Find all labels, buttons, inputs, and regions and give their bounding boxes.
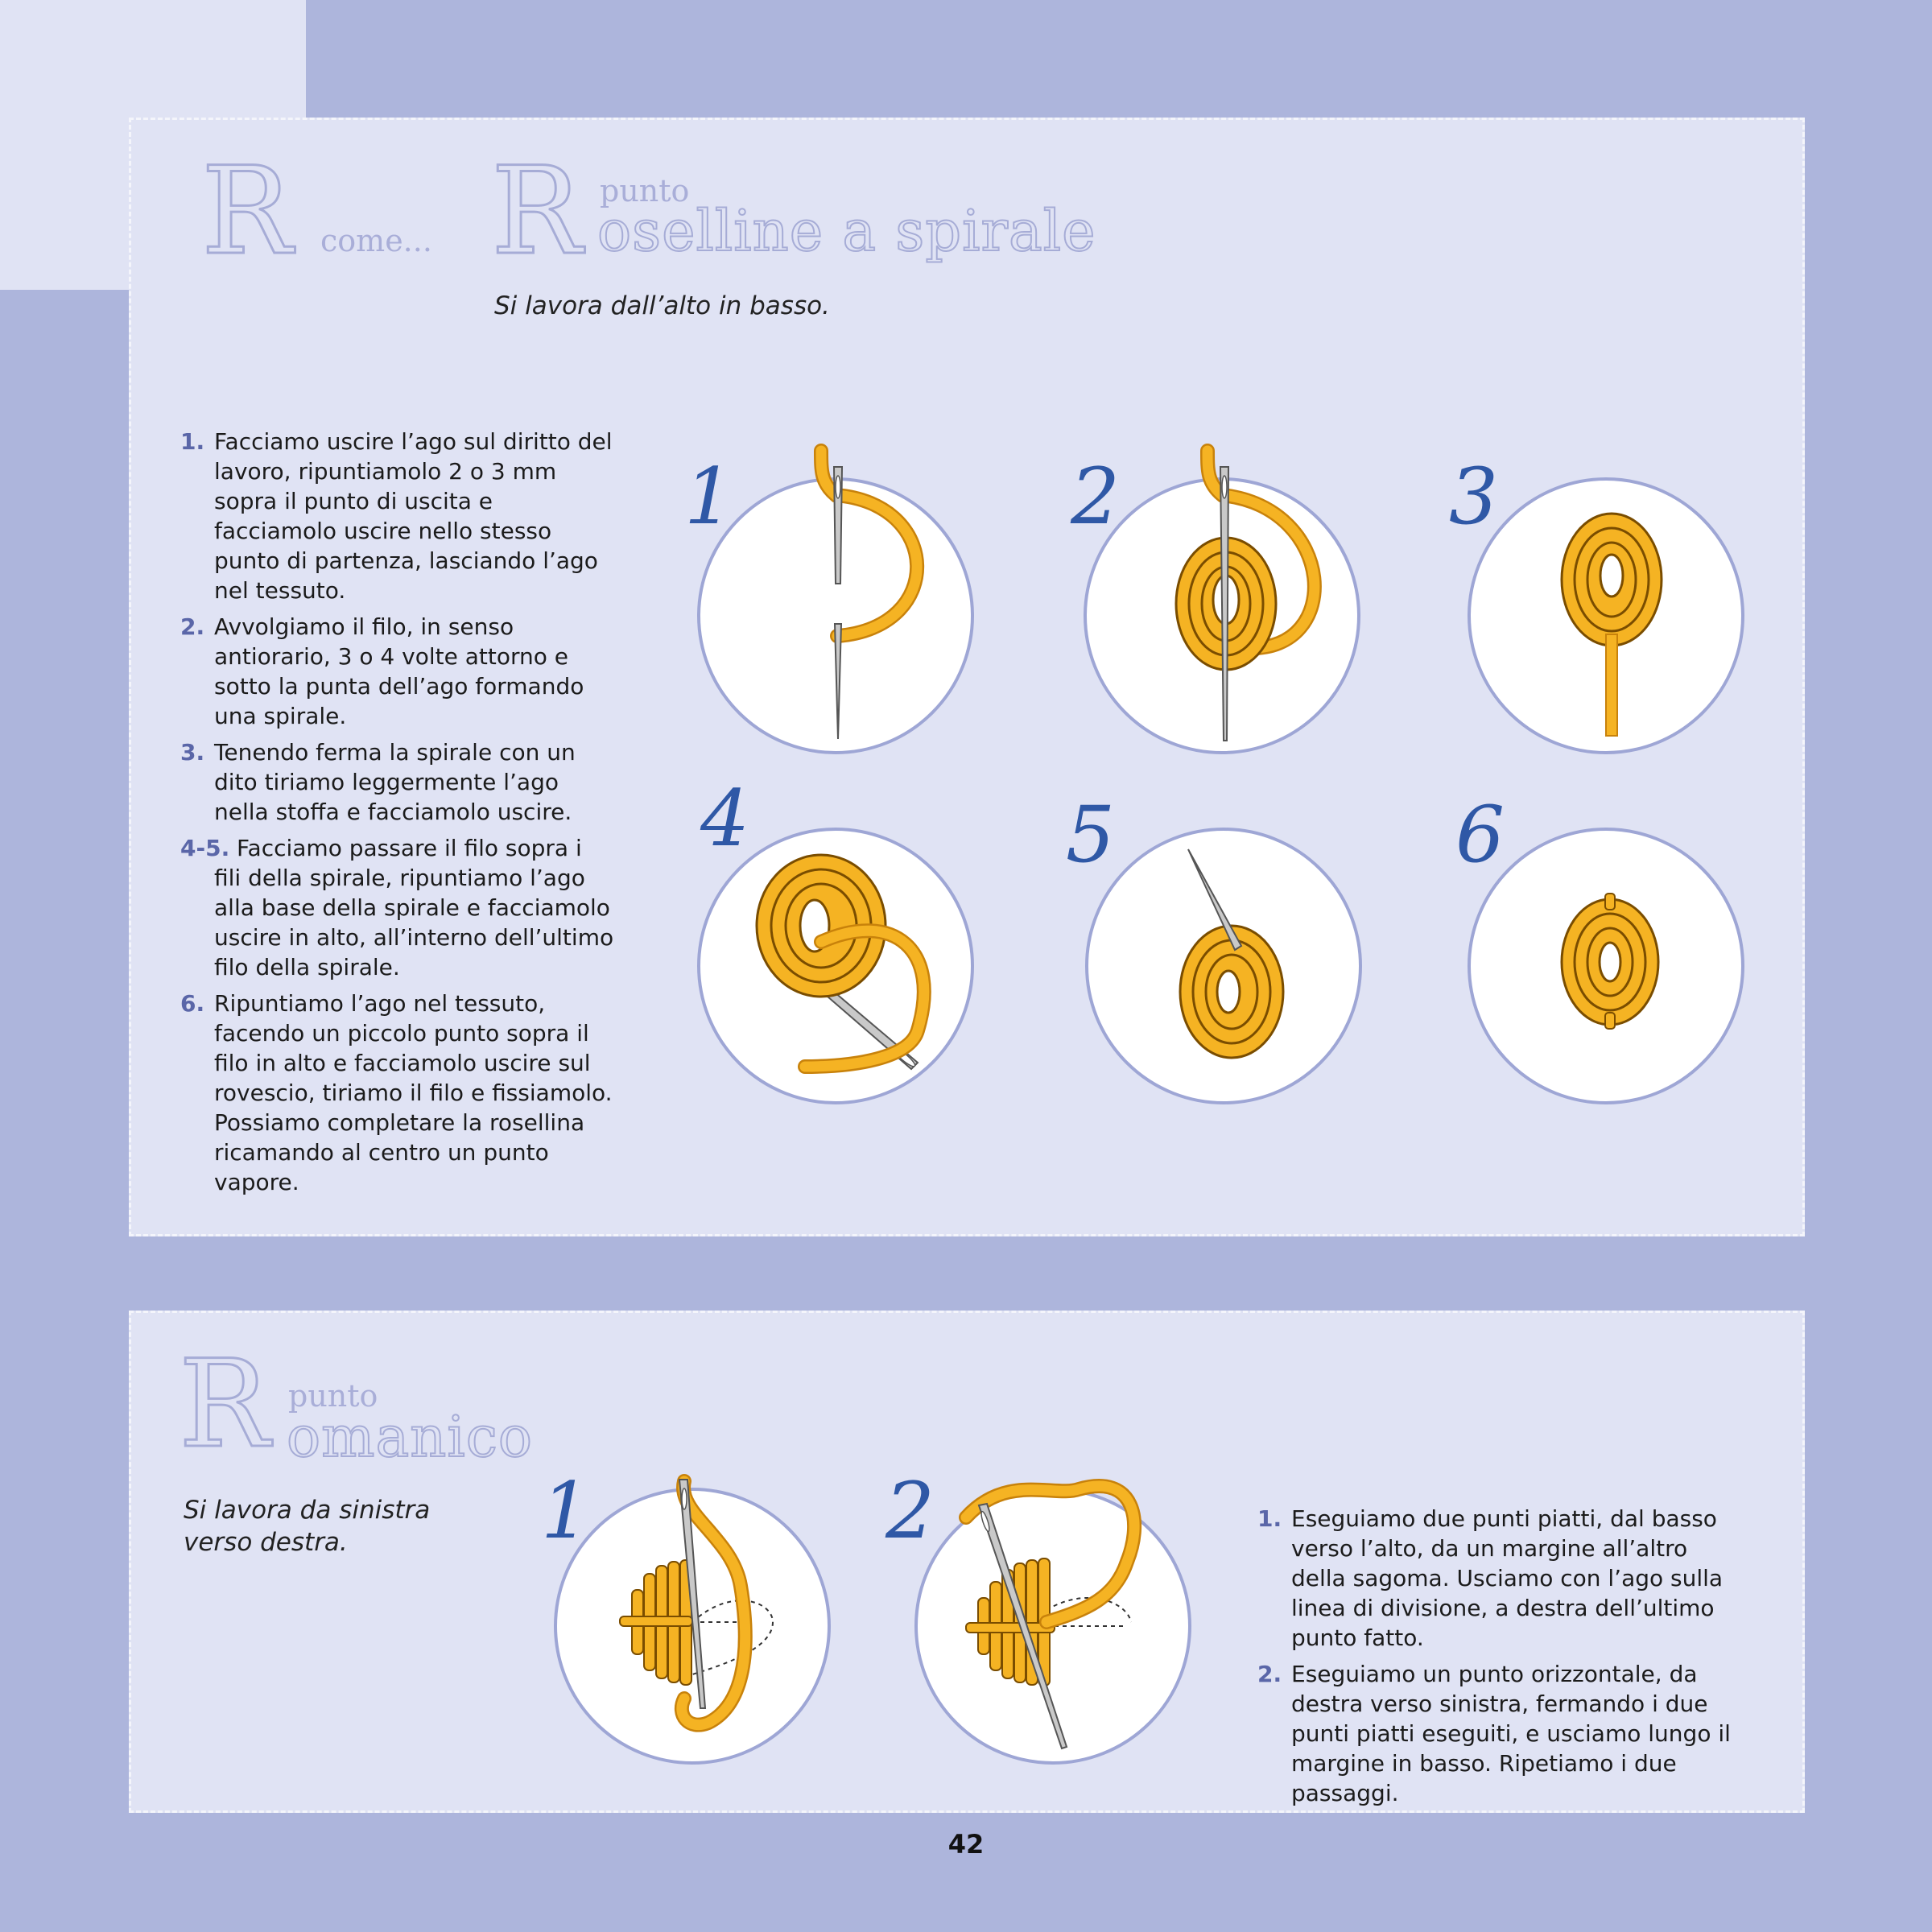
step-text: Facciamo uscire l’ago sul diritto del lavoro, ripuntiamolo 2 o 3 mm sopra il punto di uscita e facciamolo uscire nello stesso punto di partenza, lasciando l’ago nel tessuto. [214,428,613,604]
figure-step-3 [1441,435,1747,760]
step-text: Avvolgiamo il filo, in senso antiorario, 3 o 4 volte attorno e sotto la punta dell’ago formando una spirale. [214,613,584,729]
subtitle: Si lavora da sinistra verso destra. [184,1496,431,1557]
step-text: Ripuntiamo l’ago nel tessuto, facendo un piccolo punto sopra il filo in alto e facciamolo uscire sul rovescio, tiriamo il filo e fissiamolo. Possiamo completare la rosellina ricamando al centro un punto vapore. [214,990,613,1195]
heading-big-letter: R [201,142,292,282]
step-text: Tenendo ferma la spirale con un dito tiriamo leggermente l’ago nella stoffa e facciamolo uscire. [214,739,576,825]
figure-step-6 [1441,781,1747,1106]
figure-step-4 [676,774,982,1106]
step-text: Eseguiamo un punto orizzontale, da destra verso sinistra, fermando i due punti piatti eseguiti, e usciamo lungo il margine in basso. Ripetiamo i due passaggi. [1291,1661,1731,1806]
figure-number: 1 [541,1466,591,1556]
figure-step-2 [1063,435,1368,760]
heading-come-word: come... [320,223,432,258]
spiral-icon [1180,926,1283,1058]
title-small-word: punto [600,173,690,208]
instruction-item [1257,1504,1740,1653]
step-text: Eseguiamo due punti piatti, dal basso verso l’alto, da un margine all’altro della sagoma. Usciamo con l’ago sulla linea di divisione, a destra dell’ultimo punto fatto. [1291,1505,1724,1651]
step-number: 2. [180,613,205,640]
instruction-item [180,833,615,982]
title-big-letter: R [491,142,582,282]
figure-step-1 [676,435,982,760]
instruction-item [1257,1659,1740,1808]
instruction-item [180,427,615,605]
instruction-list [180,427,615,1203]
step-number: 1. [1257,1505,1282,1532]
step-number: 3. [180,739,205,766]
title-small-word: punto [288,1378,378,1414]
page-number: 42 [947,1829,985,1860]
figure-romanico-2 [886,1457,1208,1782]
figure-number: 2 [886,1466,935,1556]
figure-number: 1 [684,452,734,542]
step-number: 6. [180,990,205,1017]
figure-romanico-1 [531,1457,853,1782]
instruction-item [180,737,615,827]
figure-number: 6 [1455,790,1505,880]
instruction-item [180,989,615,1197]
title-main-text: oselline a spirale [597,198,1096,264]
instruction-item [180,612,615,731]
instruction-list [1257,1504,1740,1814]
title-big-letter: R [179,1335,270,1475]
figure-number: 2 [1071,452,1121,542]
title-main-text: omanico [287,1404,534,1470]
subtitle: Si lavora dall’alto in basso. [494,291,830,320]
figure-number: 4 [700,774,750,864]
figure-number: 5 [1066,790,1116,880]
figure-number: 3 [1449,452,1499,542]
step-number: 4-5. [180,835,230,861]
figure-step-5 [1063,781,1368,1106]
step-number: 2. [1257,1661,1282,1687]
step-number: 1. [180,428,205,455]
step-text: Facciamo passare il filo sopra i fili della spirale, ripuntiamo l’ago alla base della spirale e facciamolo uscire in alto, all’interno dell’ultimo filo della spirale. [214,835,614,980]
